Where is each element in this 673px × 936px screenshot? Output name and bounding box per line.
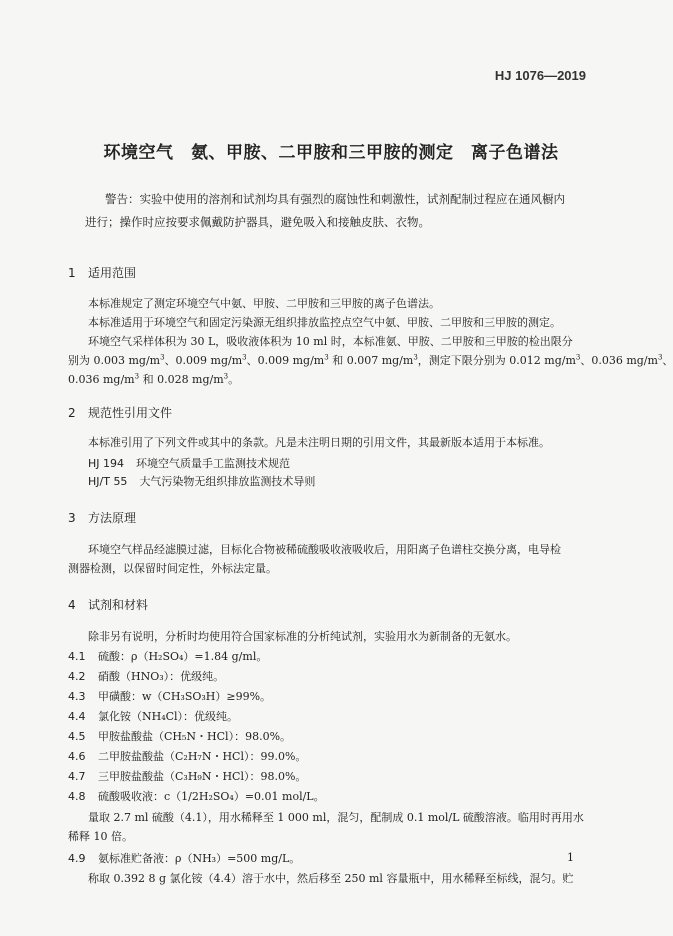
scope-paragraph-3-line-2: 别为 0.003 $mg/m^3$、0.009 $mg/m^3$、0.009 $mg/m^3$ 和 0.007 $mg/m^3$，测定下限分别为 0.012 $mg/m^3$、0.036 $mg/m^3$、 <box>68 353 673 367</box>
scope-paragraph-3-line-1: 环境空气采样体积为 30 L，吸收液体积为 10 ml 时，本标准氨、甲胺、二甲胺和三甲胺的检出限分 <box>88 335 573 348</box>
section-number: 1 <box>68 266 76 280</box>
reagent-4-8-prep-line-2: 稀释 10 倍。 <box>68 830 133 843</box>
section-title: 试剂和材料 <box>88 598 149 612</box>
warning-note <box>85 188 585 234</box>
reagent-4-9-prep-line-1: 称取 0.392 8 g 氯化铵（4.4）溶于水中，然后移至 250 ml 容量瓶中，用水稀释至标线，混匀。贮 <box>88 872 574 885</box>
reference-item <box>88 473 315 489</box>
section-3-heading <box>68 509 136 526</box>
section-title: 适用范围 <box>88 266 137 280</box>
reference-name: 大气污染物无组织排放监测技术导则 <box>139 475 316 488</box>
section-number: 4 <box>68 598 76 612</box>
page-number: 1 <box>567 851 574 864</box>
references-intro: 本标准引用了下列文件或其中的条款。凡是未注明日期的引用文件，其最新版本适用于本标准。 <box>88 436 550 449</box>
reagent-item: 4.9 氨标准贮备液：ρ（NH₃）=500 mg/L。 <box>68 852 301 865</box>
principle-line-2: 测器检测，以保留时间定性，外标法定量。 <box>68 562 277 575</box>
section-4-heading <box>68 596 148 613</box>
scope-paragraph-1: 本标准规定了测定环境空气中氨、甲胺、二甲胺和三甲胺的离子色谱法。 <box>88 297 440 310</box>
scope-paragraph-3-line-3: 0.036 $mg/m^3$ 和 0.028 $mg/m^3$。 <box>68 372 240 386</box>
reagent-item: 4.8 硫酸吸收液：c（1/2H₂SO₄）=0.01 mol/L。 <box>68 790 325 803</box>
reagent-item: 4.3 甲磺酸：w（CH₃SO₃H）≥99%。 <box>68 690 272 703</box>
reagent-4-8-prep-line-1: 量取 2.7 ml 硫酸（4.1），用水稀释至 1 000 ml，混匀，配制成 0.1 mol/L 硫酸溶液。临用时再用水 <box>88 811 584 824</box>
reagent-item: 4.4 氯化铵（NH₄Cl）：优级纯。 <box>68 710 239 723</box>
section-number: 3 <box>68 511 76 525</box>
reference-code: HJ/T 55 <box>88 475 128 488</box>
section-2-heading <box>68 404 172 421</box>
section-1-heading <box>68 264 136 281</box>
reagents-intro: 除非另有说明，分析时均使用符合国家标准的分析纯试剂，实验用水为新制备的无氨水。 <box>88 630 517 643</box>
section-title: 规范性引用文件 <box>88 406 173 420</box>
reference-name: 环境空气质量手工监测技术规范 <box>136 457 291 470</box>
section-number: 2 <box>68 406 76 420</box>
reagent-item: 4.1 硫酸：ρ（H₂SO₄）=1.84 g/ml。 <box>68 650 268 663</box>
principle-line-1: 环境空气样品经滤膜过滤，目标化合物被稀硫酸吸收液吸收后，用阳离子色谱柱交换分离，电导检 <box>88 543 561 556</box>
reference-item <box>88 455 290 471</box>
document-title: 环境空气 氨、甲胺、二甲胺和三甲胺的测定 离子色谱法 <box>103 143 559 163</box>
reagent-item: 4.2 硝酸（HNO₃）：优级纯。 <box>68 670 225 683</box>
warning-line-1: 警告：实验中使用的溶剂和试剂均具有强烈的腐蚀性和刺激性，试剂配制过程应在通风橱内 <box>105 192 565 206</box>
reagent-item: 4.5 甲胺盐酸盐（CH₅N・HCl）：98.0%。 <box>68 730 292 743</box>
reagent-item: 4.7 三甲胺盐酸盐（C₃H₉N・HCl）：98.0%。 <box>68 770 307 783</box>
reagent-item: 4.6 二甲胺盐酸盐（C₂H₇N・HCl）：99.0%。 <box>68 750 307 763</box>
scope-paragraph-2: 本标准适用于环境空气和固定污染源无组织排放监控点空气中氨、甲胺、二甲胺和三甲胺的测定。 <box>88 316 561 329</box>
reference-code: HJ 194 <box>88 457 125 470</box>
section-title: 方法原理 <box>88 511 137 525</box>
standard-code: HJ 1076—2019 <box>494 68 586 83</box>
warning-line-2: 进行；操作时应按要求佩戴防护器具，避免吸入和接触皮肤、衣物。 <box>85 215 430 229</box>
